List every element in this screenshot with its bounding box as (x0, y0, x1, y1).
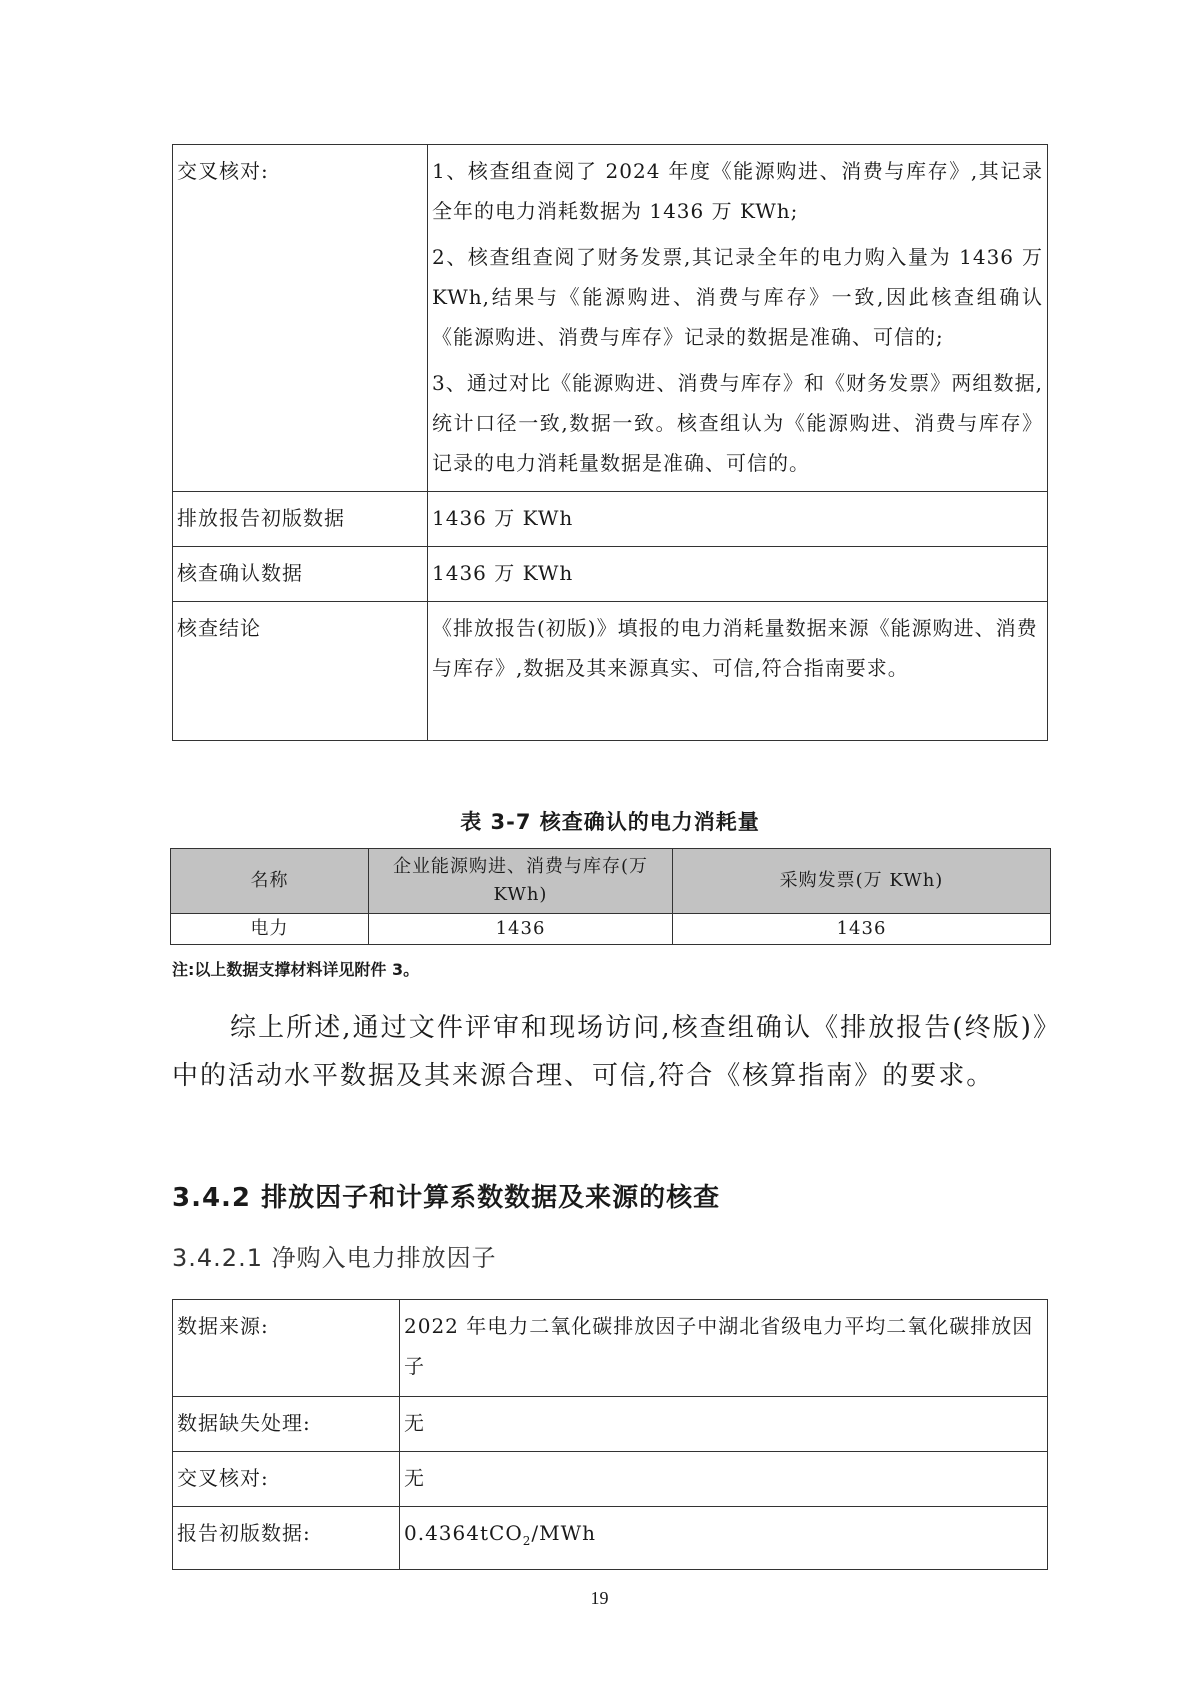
electricity-consumption-table (170, 848, 1051, 945)
factor-unit: /MWh (531, 1521, 597, 1545)
table-row (173, 602, 1048, 741)
section-heading: 3.4.2 排放因子和计算系数数据及来源的核查 (172, 1183, 721, 1213)
page-number: 19 (590, 1588, 609, 1608)
table-caption: 表 3-7 核查确认的电力消耗量 (460, 810, 760, 834)
row-label: 核查结论 (173, 602, 428, 741)
row-value: 2022 年电力二氧化碳排放因子中湖北省级电力平均二氧化碳排放因子 (400, 1300, 1048, 1397)
cross-check-item-1: 1、核查组查阅了 2024 年度《能源购进、消费与库存》,其记录全年的电力消耗数据为 1436 万 KWh; (432, 159, 1043, 223)
cross-check-item-2: 2、核查组查阅了财务发票,其记录全年的电力购入量为 1436 万 KWh,结果与《能源购进、消费与库存》一致,因此核查组确认《能源购进、消费与库存》记录的数据是准确、可信的; (432, 245, 1043, 349)
table-row (173, 1397, 1048, 1452)
activity-data-table (172, 144, 1048, 741)
summary-paragraph: 综上所述,通过文件评审和现场访问,核查组确认《排放报告(终版)》中的活动水平数据及其来源合理、可信,符合《核算指南》的要求。 (172, 1013, 1048, 1091)
row-label: 核查确认数据 (173, 547, 428, 602)
table-note: 注:以上数据支撑材料详见附件 3。 (172, 960, 420, 979)
table-row (171, 914, 1051, 945)
column-header: 企业能源购进、消费与库存(万 KWh) (369, 849, 673, 914)
table-row (173, 1507, 1048, 1570)
row-value (428, 145, 1048, 492)
row-value: 1436 万 KWh (428, 547, 1048, 602)
cross-check-item-3: 3、通过对比《能源购进、消费与库存》和《财务发票》两组数据,统计口径一致,数据一致。核查组认为《能源购进、消费与库存》记录的电力消耗量数据是准确、可信的。 (432, 371, 1043, 475)
table-row (173, 1452, 1048, 1507)
row-value (400, 1507, 1048, 1570)
row-value: 《排放报告(初版)》填报的电力消耗量数据来源《能源购进、消费与库存》,数据及其来源真实、可信,符合指南要求。 (428, 602, 1048, 741)
row-value: 无 (400, 1452, 1048, 1507)
factor-value: 0.4364tCO (404, 1521, 523, 1545)
row-label: 交叉核对: (173, 145, 428, 492)
row-label: 报告初版数据: (173, 1507, 400, 1570)
table-cell: 1436 (673, 914, 1051, 945)
row-value: 1436 万 KWh (428, 492, 1048, 547)
table-cell: 电力 (171, 914, 369, 945)
table-row (173, 547, 1048, 602)
row-label: 排放报告初版数据 (173, 492, 428, 547)
row-label: 交叉核对: (173, 1452, 400, 1507)
row-label: 数据缺失处理: (173, 1397, 400, 1452)
table-cell: 1436 (369, 914, 673, 945)
table-header-row (171, 849, 1051, 914)
emission-factor-table (172, 1299, 1048, 1570)
row-label: 数据来源: (173, 1300, 400, 1397)
row-value: 无 (400, 1397, 1048, 1452)
subscript: 2 (522, 1534, 532, 1548)
column-header: 采购发票(万 KWh) (673, 849, 1051, 914)
table-row (173, 1300, 1048, 1397)
column-header: 名称 (171, 849, 369, 914)
table-row (173, 492, 1048, 547)
table-row (173, 145, 1048, 492)
subsection-heading: 3.4.2.1 净购入电力排放因子 (172, 1244, 497, 1272)
